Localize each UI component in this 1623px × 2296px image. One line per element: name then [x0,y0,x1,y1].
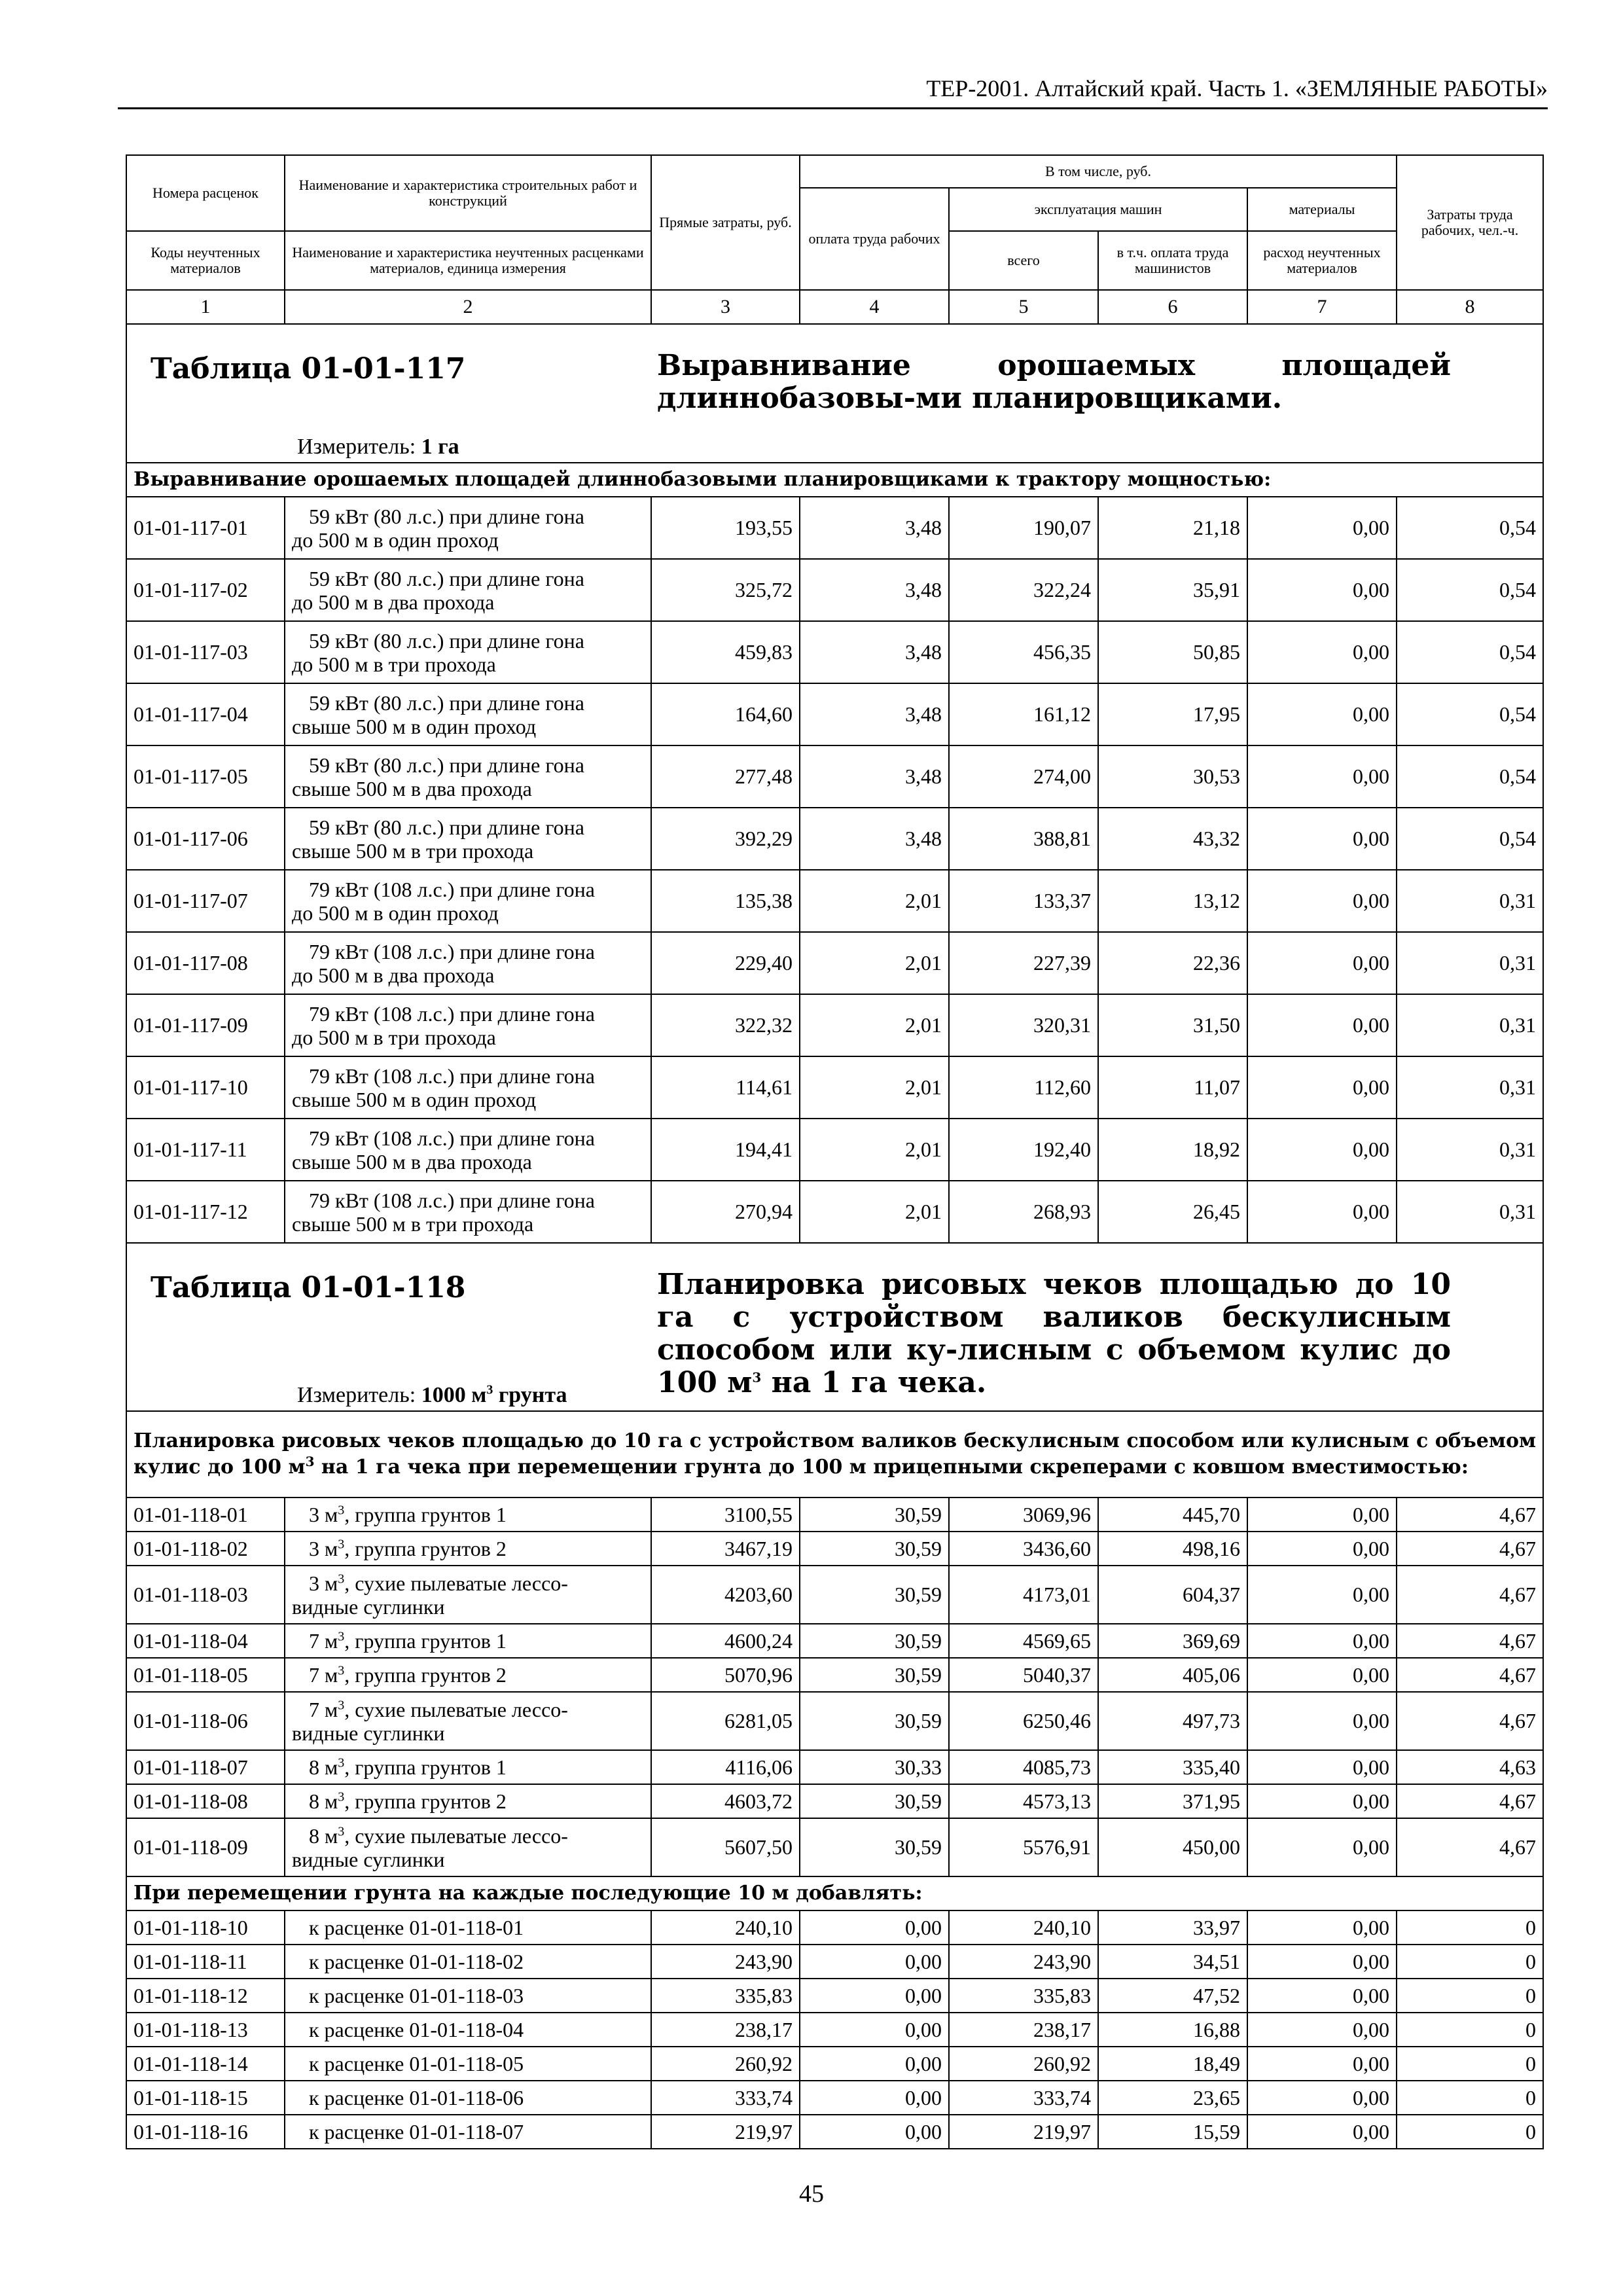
value-cell: 4,67 [1397,1818,1543,1876]
value-cell: 0,00 [1247,2047,1397,2081]
value-cell: 194,41 [651,1119,800,1181]
rate-code: 01-01-118-05 [126,1658,285,1692]
table-118-additional-group-text: При перемещении грунта на каждые последующие 10 м добавлять: [126,1876,1543,1910]
value-cell: 219,97 [651,2115,800,2149]
table-row [126,1119,1543,1181]
rate-description: к расценке 01-01-118-05 [285,2047,651,2081]
value-cell: 4573,13 [949,1784,1098,1818]
value-cell: 0,00 [1247,497,1397,559]
value-cell: 0,00 [1247,1181,1397,1243]
table-row [126,1945,1543,1979]
value-cell: 30,59 [800,1624,949,1658]
value-cell: 0 [1397,2047,1543,2081]
rate-description: 59 кВт (80 л.с.) при длине гона до 500 м в два прохода [285,559,651,621]
value-cell: 0,00 [1247,621,1397,683]
value-cell: 0,31 [1397,1119,1543,1181]
table-row [126,1750,1543,1784]
value-cell: 0,00 [1247,870,1397,932]
column-number: 1 [126,290,285,324]
value-cell: 0,00 [800,2115,949,2149]
value-cell: 405,06 [1098,1658,1247,1692]
rate-code: 01-01-118-09 [126,1818,285,1876]
rate-code: 01-01-118-12 [126,1979,285,2013]
rate-description: 7 $м^3$, группа грунтов 2 [285,1658,651,1692]
value-cell: 388,81 [949,808,1098,870]
value-cell: 238,17 [949,2013,1098,2047]
rate-code: 01-01-117-09 [126,994,285,1056]
value-cell: 0,00 [1247,1119,1397,1181]
value-cell: 3,48 [800,497,949,559]
rate-code: 01-01-117-02 [126,559,285,621]
rate-description: 79 кВт (108 л.с.) при длине гона свыше 500 м в два прохода [285,1119,651,1181]
rate-code: 01-01-118-14 [126,2047,285,2081]
value-cell: 392,29 [651,808,800,870]
value-cell: 0,00 [1247,1056,1397,1119]
table-row [126,1910,1543,1945]
value-cell: 0,31 [1397,870,1543,932]
rate-code: 01-01-117-12 [126,1181,285,1243]
value-cell: 4,67 [1397,1566,1543,1624]
value-cell: 192,40 [949,1119,1098,1181]
rate-code: 01-01-118-08 [126,1784,285,1818]
value-cell: 30,33 [800,1750,949,1784]
value-cell: 371,95 [1098,1784,1247,1818]
value-cell: 0,54 [1397,808,1543,870]
rate-description: 59 кВт (80 л.с.) при длине гона до 500 м в три прохода [285,621,651,683]
rate-description: 3 $м^3$, сухие пылеватые лессо- видные суглинки [285,1566,651,1624]
value-cell: 456,35 [949,621,1098,683]
rate-description: 79 кВт (108 л.с.) при длине гона до 500 м в один проход [285,870,651,932]
rate-code: 01-01-118-04 [126,1624,285,1658]
value-cell: 30,53 [1098,745,1247,808]
col-machinist-pay: в т.ч. оплата труда машинистов [1098,231,1247,290]
value-cell: 0,00 [1247,1818,1397,1876]
value-cell: 270,94 [651,1181,800,1243]
value-cell: 13,12 [1098,870,1247,932]
rate-description: 79 кВт (108 л.с.) при длине гона свыше 500 м в один проход [285,1056,651,1119]
table-row [126,870,1543,932]
value-cell: 0,54 [1397,559,1543,621]
table-row [126,1624,1543,1658]
table-row [126,2047,1543,2081]
value-cell: 0,00 [1247,1692,1397,1750]
value-cell: 0,00 [1247,932,1397,994]
col-work-name: Наименование и характеристика строительных работ и конструкций [285,155,651,231]
table-row [126,808,1543,870]
value-cell: 0,31 [1397,1181,1543,1243]
value-cell: 18,92 [1098,1119,1247,1181]
value-cell: 190,07 [949,497,1098,559]
value-cell: 4,67 [1397,1624,1543,1658]
value-cell: 161,12 [949,683,1098,745]
table-118-additional-rows [126,1910,1543,2149]
rate-description: 7 $м^3$, группа грунтов 1 [285,1624,651,1658]
value-cell: 3,48 [800,683,949,745]
table-row [126,1498,1543,1532]
value-cell: 0,00 [800,2047,949,2081]
value-cell: 33,97 [1098,1910,1247,1945]
value-cell: 268,93 [949,1181,1098,1243]
rate-code: 01-01-118-07 [126,1750,285,1784]
value-cell: 4173,01 [949,1566,1098,1624]
value-cell: 16,88 [1098,2013,1247,2047]
rate-code: 01-01-118-03 [126,1566,285,1624]
value-cell: 497,73 [1098,1692,1247,1750]
value-cell: 277,48 [651,745,800,808]
rate-code: 01-01-118-13 [126,2013,285,2047]
value-cell: 4,67 [1397,1692,1543,1750]
value-cell: 0,00 [1247,2013,1397,2047]
value-cell: 0,00 [1247,1658,1397,1692]
value-cell: 0,54 [1397,621,1543,683]
value-cell: 322,32 [651,994,800,1056]
rate-description: 79 кВт (108 л.с.) при длине гона до 500 м в три прохода [285,994,651,1056]
value-cell: 6250,46 [949,1692,1098,1750]
rate-code: 01-01-117-04 [126,683,285,745]
value-cell: 43,32 [1098,808,1247,870]
column-number: 3 [651,290,800,324]
rate-description: к расценке 01-01-118-07 [285,2115,651,2149]
value-cell: 0,54 [1397,683,1543,745]
value-cell: 4,67 [1397,1532,1543,1566]
value-cell: 5607,50 [651,1818,800,1876]
col-machines-total: всего [949,231,1098,290]
value-cell: 47,52 [1098,1979,1247,2013]
table-row [126,2013,1543,2047]
column-number: 5 [949,290,1098,324]
value-cell: 3,48 [800,808,949,870]
value-cell: 3436,60 [949,1532,1098,1566]
value-cell: 3,48 [800,559,949,621]
value-cell: 3467,19 [651,1532,800,1566]
value-cell: 333,74 [651,2081,800,2115]
rate-code: 01-01-118-10 [126,1910,285,1945]
rate-code: 01-01-117-07 [126,870,285,932]
rate-description: к расценке 01-01-118-01 [285,1910,651,1945]
value-cell: 320,31 [949,994,1098,1056]
value-cell: 4,67 [1397,1498,1543,1532]
value-cell: 0,00 [800,2013,949,2047]
value-cell: 0,31 [1397,994,1543,1056]
value-cell: 0 [1397,1910,1543,1945]
rate-description: 59 кВт (80 л.с.) при длине гона свыше 500 м в один проход [285,683,651,745]
value-cell: 30,59 [800,1498,949,1532]
rate-code: 01-01-117-10 [126,1056,285,1119]
value-cell: 22,36 [1098,932,1247,994]
value-cell: 4603,72 [651,1784,800,1818]
value-cell: 369,69 [1098,1624,1247,1658]
value-cell: 0,00 [1247,745,1397,808]
table-row [126,683,1543,745]
value-cell: 3,48 [800,745,949,808]
table-row [126,2081,1543,2115]
value-cell: 0,00 [1247,1945,1397,1979]
table-row [126,1566,1543,1624]
value-cell: 164,60 [651,683,800,745]
value-cell: 3069,96 [949,1498,1098,1532]
value-cell: 0,00 [1247,808,1397,870]
page-number: 45 [799,2180,824,2208]
value-cell: 30,59 [800,1658,949,1692]
value-cell: 0,00 [1247,994,1397,1056]
value-cell: 35,91 [1098,559,1247,621]
rate-description: 59 кВт (80 л.с.) при длине гона до 500 м в один проход [285,497,651,559]
table-row [126,559,1543,621]
value-cell: 193,55 [651,497,800,559]
table-118-rows [126,1498,1543,1876]
value-cell: 30,59 [800,1532,949,1566]
column-number: 7 [1247,290,1397,324]
table-117-heading-row [126,324,1543,463]
rate-description: 7 $м^3$, сухие пылеватые лессо- видные суглинки [285,1692,651,1750]
table-row [126,621,1543,683]
col-in-total: В том числе, руб. [800,155,1397,188]
value-cell: 2,01 [800,932,949,994]
table-row [126,1784,1543,1818]
value-cell: 238,17 [651,2013,800,2047]
value-cell: 0,00 [1247,2081,1397,2115]
rate-code: 01-01-117-03 [126,621,285,683]
value-cell: 23,65 [1098,2081,1247,2115]
value-cell: 3100,55 [651,1498,800,1532]
value-cell: 2,01 [800,1181,949,1243]
value-cell: 219,97 [949,2115,1098,2149]
rate-code: 01-01-118-01 [126,1498,285,1532]
value-cell: 274,00 [949,745,1098,808]
rate-code: 01-01-118-02 [126,1532,285,1566]
value-cell: 4600,24 [651,1624,800,1658]
value-cell: 26,45 [1098,1181,1247,1243]
value-cell: 30,59 [800,1818,949,1876]
value-cell: 0 [1397,1979,1543,2013]
column-number: 8 [1397,290,1543,324]
value-cell: 21,18 [1098,497,1247,559]
table-118-additional-group-row [126,1876,1543,1910]
value-cell: 2,01 [800,1056,949,1119]
value-cell: 0,54 [1397,745,1543,808]
value-cell: 17,95 [1098,683,1247,745]
table-117-title: Выравнивание орошаемых площадей длиннобазовы-ми планировщиками. [657,349,1452,415]
value-cell: 450,00 [1098,1818,1247,1876]
value-cell: 3,48 [800,621,949,683]
value-cell: 498,16 [1098,1532,1247,1566]
col-worker-pay: оплата труда рабочих [800,188,949,290]
table-118-number: Таблица 01-01-118 [151,1271,466,1304]
rate-code: 01-01-117-08 [126,932,285,994]
value-cell: 0,00 [1247,2115,1397,2149]
table-row [126,1532,1543,1566]
value-cell: 0,00 [800,1945,949,1979]
value-cell: 2,01 [800,1119,949,1181]
rate-description: 8 $м^3$, группа грунтов 1 [285,1750,651,1784]
value-cell: 240,10 [651,1910,800,1945]
rate-code: 01-01-118-16 [126,2115,285,2149]
value-cell: 5040,37 [949,1658,1098,1692]
rate-description: 79 кВт (108 л.с.) при длине гона до 500 м в два прохода [285,932,651,994]
value-cell: 0,00 [800,2081,949,2115]
value-cell: 30,59 [800,1784,949,1818]
price-table [126,154,1544,2149]
value-cell: 0,00 [1247,1910,1397,1945]
table-row [126,1979,1543,2013]
value-cell: 445,70 [1098,1498,1247,1532]
value-cell: 0,00 [800,1979,949,2013]
value-cell: 0,00 [1247,1566,1397,1624]
value-cell: 0,00 [1247,1784,1397,1818]
value-cell: 604,37 [1098,1566,1247,1624]
value-cell: 2,01 [800,870,949,932]
table-row [126,497,1543,559]
table-row [126,994,1543,1056]
value-cell: 0,00 [1247,1532,1397,1566]
rate-description: к расценке 01-01-118-03 [285,1979,651,2013]
value-cell: 0 [1397,2013,1543,2047]
col-material-codes: Коды неучтенных материалов [126,231,285,290]
value-cell: 260,92 [949,2047,1098,2081]
value-cell: 133,37 [949,870,1098,932]
table-117-group-row [126,463,1543,497]
value-cell: 0 [1397,1945,1543,1979]
value-cell: 335,40 [1098,1750,1247,1784]
rate-description: к расценке 01-01-118-06 [285,2081,651,2115]
col-material-use: расход неучтенных материалов [1247,231,1397,290]
rate-description: 8 $м^3$, сухие пылеватые лессо- видные суглинки [285,1818,651,1876]
value-cell: 0 [1397,2081,1543,2115]
col-machines: эксплуатация машин [949,188,1247,231]
rate-code: 01-01-118-15 [126,2081,285,2115]
column-number: 2 [285,290,651,324]
table-row [126,2115,1543,2149]
column-number: 6 [1098,290,1247,324]
rate-code: 01-01-118-11 [126,1945,285,1979]
header-row-1 [126,155,1543,188]
value-cell: 4203,60 [651,1566,800,1624]
value-cell: 30,59 [800,1566,949,1624]
value-cell: 0 [1397,2115,1543,2149]
table-117-unit: Измеритель: 1 га [297,435,459,459]
value-cell: 5070,96 [651,1658,800,1692]
value-cell: 243,90 [651,1945,800,1979]
value-cell: 50,85 [1098,621,1247,683]
value-cell: 0,00 [1247,1750,1397,1784]
rate-description: к расценке 01-01-118-04 [285,2013,651,2047]
value-cell: 11,07 [1098,1056,1247,1119]
value-cell: 4085,73 [949,1750,1098,1784]
rate-description: 8 $м^3$, группа грунтов 2 [285,1784,651,1818]
value-cell: 229,40 [651,932,800,994]
value-cell: 0,00 [1247,1979,1397,2013]
value-cell: 18,49 [1098,2047,1247,2081]
value-cell: 31,50 [1098,994,1247,1056]
value-cell: 322,24 [949,559,1098,621]
table-row [126,1658,1543,1692]
value-cell: 260,92 [651,2047,800,2081]
value-cell: 6281,05 [651,1692,800,1750]
col-materials: материалы [1247,188,1397,231]
rate-description: 3 $м^3$, группа грунтов 2 [285,1532,651,1566]
table-117-group-text: Выравнивание орошаемых площадей длиннобазовыми планировщиками к трактору мощностью: [126,463,1543,497]
rate-code: 01-01-117-05 [126,745,285,808]
value-cell: 4569,65 [949,1624,1098,1658]
value-cell: 2,01 [800,994,949,1056]
value-cell: 4,67 [1397,1658,1543,1692]
value-cell: 135,38 [651,870,800,932]
rate-description: 79 кВт (108 л.с.) при длине гона свыше 500 м в три прохода [285,1181,651,1243]
value-cell: 0,31 [1397,932,1543,994]
value-cell: 0,00 [1247,559,1397,621]
value-cell: 243,90 [949,1945,1098,1979]
value-cell: 4116,06 [651,1750,800,1784]
value-cell: 4,67 [1397,1784,1543,1818]
value-cell: 227,39 [949,932,1098,994]
table-row [126,1692,1543,1750]
rate-code: 01-01-117-06 [126,808,285,870]
column-number: 4 [800,290,949,324]
table-row [126,1181,1543,1243]
table-117-number: Таблица 01-01-117 [151,352,466,386]
table-row [126,1818,1543,1876]
value-cell: 459,83 [651,621,800,683]
col-material-name: Наименование и характеристика неучтенных расценками материалов, единица измерения [285,231,651,290]
table-118-unit: Измеритель: 1000 $м^3$ грунта [297,1382,567,1407]
col-labor: Затраты труда рабочих, чел.-ч. [1397,155,1543,290]
rate-description: 3 $м^3$, группа грунтов 1 [285,1498,651,1532]
value-cell: 325,72 [651,559,800,621]
value-cell: 112,60 [949,1056,1098,1119]
table-118-group-text: Планировка рисовых чеков площадью до 10 га с устройством валиков бескулисным способом или кулисным с объемом кулис до 100 $м^3$ на 1 га чека при перемещении грунта до 100 м прицепными скреперами с ковшом вместимостью: [126,1411,1543,1498]
rate-code: 01-01-117-11 [126,1119,285,1181]
table-row [126,1056,1543,1119]
col-price-numbers: Номера расценок [126,155,285,231]
value-cell: 0,54 [1397,497,1543,559]
value-cell: 15,59 [1098,2115,1247,2149]
value-cell: 4,63 [1397,1750,1543,1784]
rate-code: 01-01-117-01 [126,497,285,559]
rate-code: 01-01-118-06 [126,1692,285,1750]
table-118-group-row [126,1411,1543,1498]
rate-description: к расценке 01-01-118-02 [285,1945,651,1979]
table-118-title: Планировка рисовых чеков площадью до 10 га с устройством валиков бескулисным способом или ку-лисным с объемом кулис до 100 $м^3$ на 1 га чека. [657,1268,1452,1399]
rate-description: 59 кВт (80 л.с.) при длине гона свыше 500 м в три прохода [285,808,651,870]
value-cell: 335,83 [949,1979,1098,2013]
value-cell: 333,74 [949,2081,1098,2115]
table-117-rows [126,497,1543,1243]
value-cell: 0,31 [1397,1056,1543,1119]
value-cell: 0,00 [800,1910,949,1945]
value-cell: 30,59 [800,1692,949,1750]
value-cell: 0,00 [1247,1624,1397,1658]
value-cell: 114,61 [651,1056,800,1119]
running-header: ТЕР-2001. Алтайский край. Часть 1. «ЗЕМЛЯНЫЕ РАБОТЫ» [118,73,1548,109]
column-numbers-row [126,290,1543,324]
value-cell: 34,51 [1098,1945,1247,1979]
table-118-heading-row [126,1243,1543,1411]
value-cell: 240,10 [949,1910,1098,1945]
col-direct-costs: Прямые затраты, руб. [651,155,800,290]
rate-description: 59 кВт (80 л.с.) при длине гона свыше 500 м в два прохода [285,745,651,808]
value-cell: 5576,91 [949,1818,1098,1876]
table-row [126,932,1543,994]
value-cell: 0,00 [1247,1498,1397,1532]
table-row [126,745,1543,808]
value-cell: 335,83 [651,1979,800,2013]
value-cell: 0,00 [1247,683,1397,745]
